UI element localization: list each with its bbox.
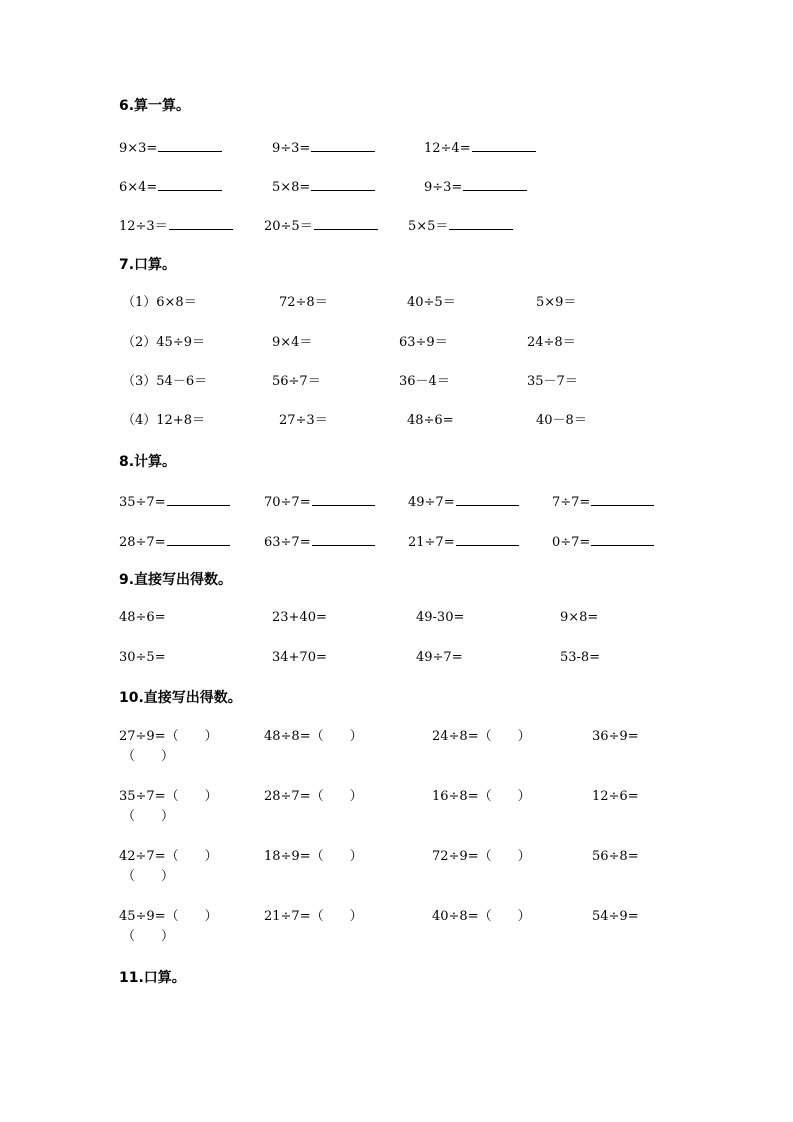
q7-item-2-1: （2）45÷9＝: [122, 335, 205, 350]
q10-item-1-4-blank[interactable]: （ ）: [122, 749, 175, 764]
q9-item-2-4: 53-8=: [560, 650, 601, 665]
q9-item-1-3: 49-30=: [416, 610, 465, 625]
answer-blank[interactable]: [312, 532, 375, 546]
answer-blank[interactable]: [169, 216, 233, 230]
q8-item-1-4: 7÷7=: [552, 492, 654, 511]
answer-blank[interactable]: [311, 177, 375, 191]
answer-blank[interactable]: [158, 138, 222, 152]
q10-item-3-3: 72÷9=（ ）: [432, 849, 531, 864]
q10-item-2-1: 35÷7=（ ）: [119, 789, 218, 804]
q9-item-1-4: 9×8=: [560, 610, 599, 625]
answer-blank[interactable]: [167, 492, 230, 506]
q7-item-4-4: 40－8＝: [536, 413, 587, 428]
q10-item-3-4: 56÷8=: [592, 849, 639, 864]
q10-item-2-4-blank[interactable]: （ ）: [122, 809, 175, 824]
question-8-title: 8.计算。: [119, 454, 177, 470]
q7-item-3-2: 56÷7＝: [272, 374, 321, 389]
q10-item-1-1: 27÷9=（ ）: [119, 729, 218, 744]
q7-item-1-4: 5×9＝: [536, 295, 577, 310]
q8-item-1-1: 35÷7=: [119, 492, 230, 511]
q6-item-3-1: 12÷3＝: [119, 216, 233, 235]
q9-item-1-2: 23+40=: [272, 610, 327, 625]
q6-item-2-1: 6×4=: [119, 177, 222, 196]
q6-item-3-2: 20÷5＝: [264, 216, 378, 235]
q9-item-1-1: 48÷6=: [119, 610, 166, 625]
q10-item-4-2: 21÷7=（ ）: [264, 909, 363, 924]
q10-item-4-3: 40÷8=（ ）: [432, 909, 531, 924]
q6-item-1-3: 12÷4=: [424, 138, 536, 157]
answer-blank[interactable]: [158, 177, 222, 191]
answer-blank[interactable]: [312, 492, 375, 506]
q7-item-2-4: 24÷8＝: [527, 335, 576, 350]
q10-item-1-3: 24÷8=（ ）: [432, 729, 531, 744]
q8-item-2-3: 21÷7=: [408, 532, 519, 551]
q8-item-2-4: 0÷7=: [552, 532, 654, 551]
question-6-title: 6.算一算。: [119, 98, 191, 114]
q7-item-1-1: （1）6×8＝: [122, 295, 197, 310]
answer-blank[interactable]: [591, 492, 654, 506]
q10-item-4-4: 54÷9=: [592, 909, 639, 924]
q6-item-3-3: 5×5＝: [408, 216, 513, 235]
q10-item-2-4: 12÷6=: [592, 789, 639, 804]
q7-item-2-3: 63÷9＝: [399, 335, 448, 350]
q7-item-3-4: 35－7＝: [527, 374, 578, 389]
q8-item-2-2: 63÷7=: [264, 532, 375, 551]
q10-item-4-4-blank[interactable]: （ ）: [122, 929, 175, 944]
q7-item-4-3: 48÷6=: [407, 413, 454, 428]
q6-item-1-1: 9×3=: [119, 138, 222, 157]
q7-item-2-2: 9×4＝: [272, 335, 313, 350]
answer-blank[interactable]: [591, 532, 654, 546]
q7-item-1-3: 40÷5＝: [407, 295, 456, 310]
q6-item-2-3: 9÷3=: [424, 177, 527, 196]
q10-item-3-4-blank[interactable]: （ ）: [122, 869, 175, 884]
q10-item-4-1: 45÷9=（ ）: [119, 909, 218, 924]
answer-blank[interactable]: [311, 138, 375, 152]
q9-item-2-2: 34+70=: [272, 650, 327, 665]
q6-item-1-2: 9÷3=: [272, 138, 375, 157]
q10-item-2-2: 28÷7=（ ）: [264, 789, 363, 804]
q10-item-3-1: 42÷7=（ ）: [119, 849, 218, 864]
answer-blank[interactable]: [167, 532, 230, 546]
q8-item-2-1: 28÷7=: [119, 532, 230, 551]
answer-blank[interactable]: [449, 216, 513, 230]
q9-item-2-1: 30÷5=: [119, 650, 166, 665]
q10-item-2-3: 16÷8=（ ）: [432, 789, 531, 804]
q6-item-2-2: 5×8=: [272, 177, 375, 196]
question-7-title: 7.口算。: [119, 257, 177, 273]
q10-item-1-2: 48÷8=（ ）: [264, 729, 363, 744]
question-9-title: 9.直接写出得数。: [119, 572, 233, 588]
answer-blank[interactable]: [456, 492, 519, 506]
question-11-title: 11.口算。: [119, 970, 186, 986]
answer-blank[interactable]: [314, 216, 378, 230]
answer-blank[interactable]: [472, 138, 536, 152]
q7-item-1-2: 72÷8＝: [279, 295, 328, 310]
q8-item-1-2: 70÷7=: [264, 492, 375, 511]
q8-item-1-3: 49÷7=: [408, 492, 519, 511]
q7-item-3-1: （3）54－6＝: [122, 374, 208, 389]
q7-item-3-3: 36－4＝: [399, 374, 450, 389]
q10-item-1-4: 36÷9=: [592, 729, 639, 744]
q7-item-4-1: （4）12+8＝: [122, 413, 205, 428]
q10-item-3-2: 18÷9=（ ）: [264, 849, 363, 864]
q7-item-4-2: 27÷3＝: [279, 413, 328, 428]
answer-blank[interactable]: [463, 177, 527, 191]
answer-blank[interactable]: [456, 532, 519, 546]
question-10-title: 10.直接写出得数。: [119, 690, 242, 706]
q9-item-2-3: 49÷7=: [416, 650, 463, 665]
